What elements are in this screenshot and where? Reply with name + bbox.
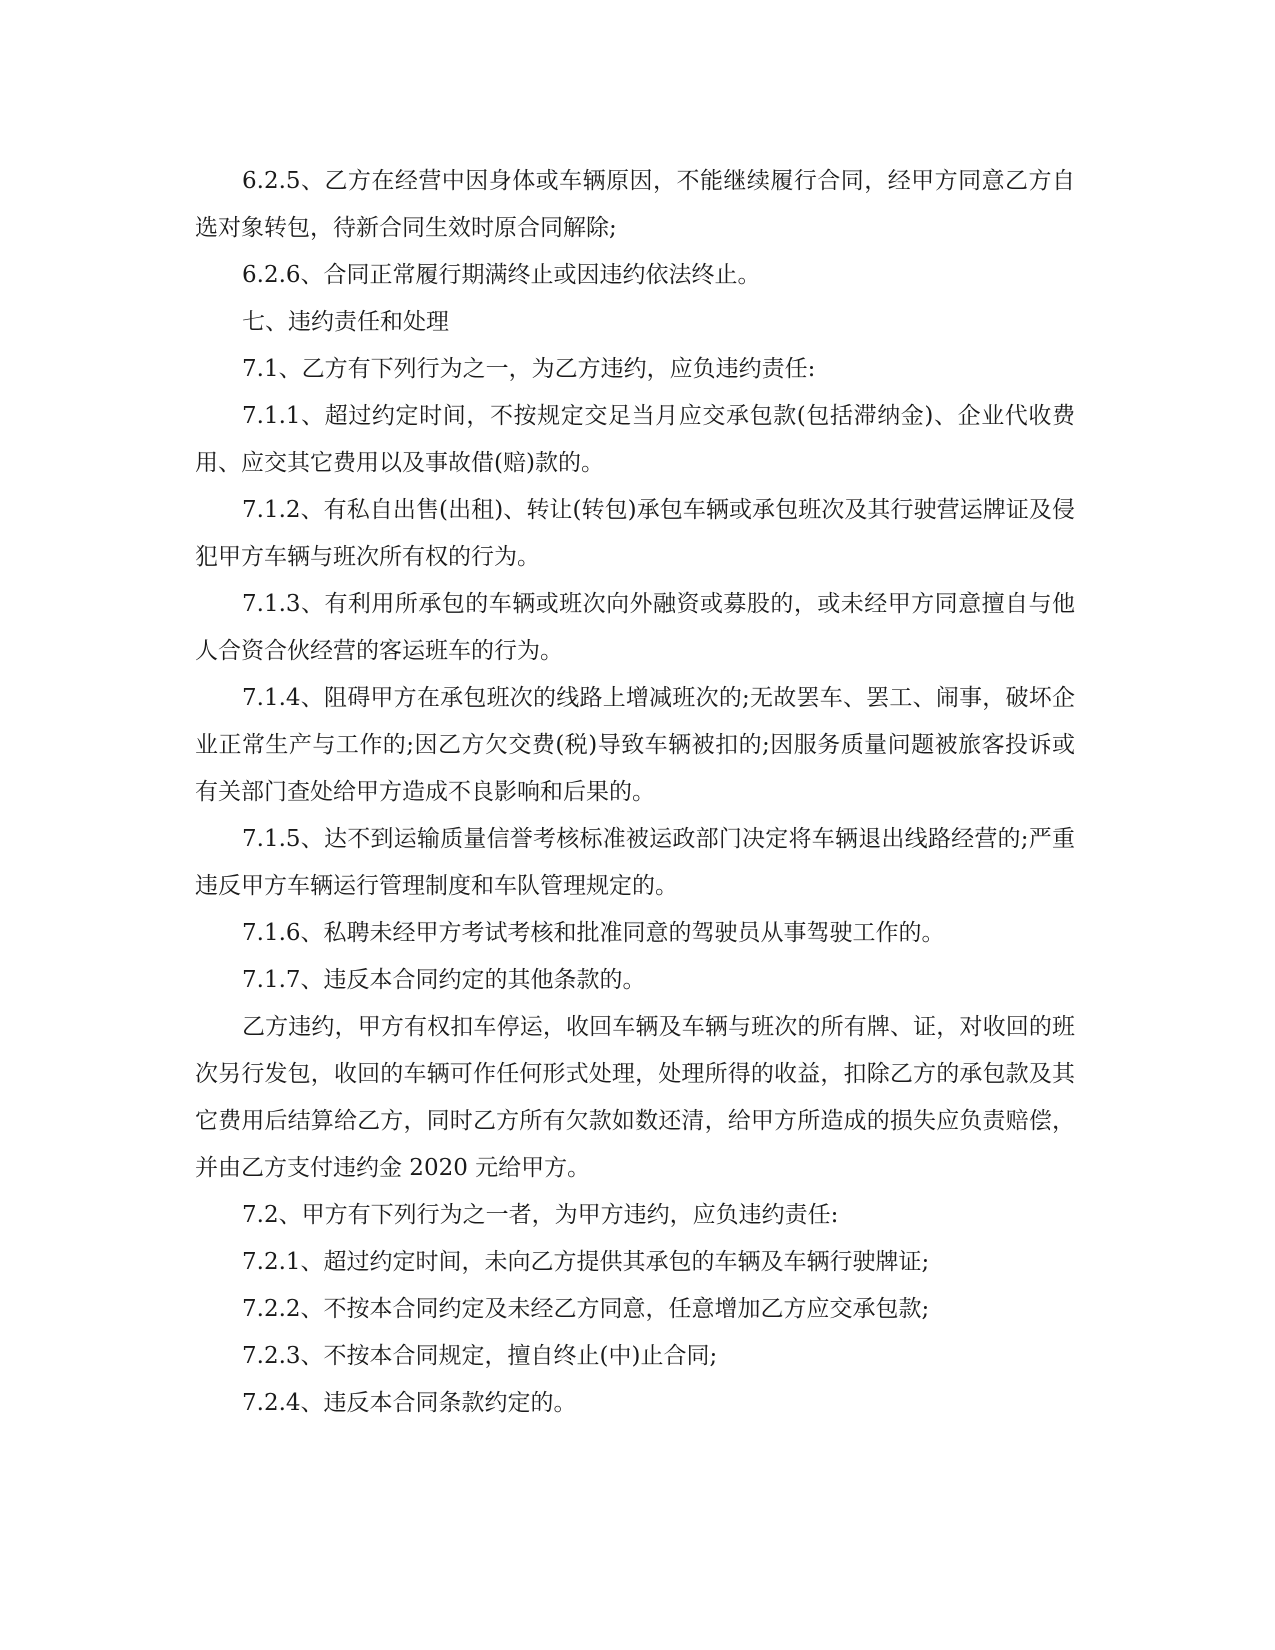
document-body <box>195 158 1075 1427</box>
clause-7-1-3: 7.1.3、有利用所承包的车辆或班次向外融资或募股的，或未经甲方同意擅自与他人合资合伙经营的客运班车的行为。 <box>195 591 1075 664</box>
clause-7-2-1: 7.2.1、超过约定时间，未向乙方提供其承包的车辆及车辆行驶牌证; <box>242 1249 930 1275</box>
clause-7-2-2: 7.2.2、不按本合同约定及未经乙方同意，任意增加乙方应交承包款; <box>242 1296 930 1322</box>
clause-7-1-5: 7.1.5、达不到运输质量信誉考核标准被运政部门决定将车辆退出线路经营的;严重违反甲方车辆运行管理制度和车队管理规定的。 <box>195 826 1075 899</box>
clause-7-1-2: 7.1.2、有私自出售(出租)、转让(转包)承包车辆或承包班次及其行驶营运牌证及侵犯甲方车辆与班次所有权的行为。 <box>195 497 1075 570</box>
clause-7-2-4: 7.2.4、违反本合同条款约定的。 <box>242 1390 577 1416</box>
section-heading-7: 七、违约责任和处理 <box>242 309 449 335</box>
clause-7-2-3: 7.2.3、不按本合同规定，擅自终止(中)止合同; <box>242 1343 718 1369</box>
clause-6-2-6: 6.2.6、合同正常履行期满终止或因违约依法终止。 <box>242 262 761 288</box>
clause-6-2-5: 6.2.5、乙方在经营中因身体或车辆原因，不能继续履行合同，经甲方同意乙方自选对象转包，待新合同生效时原合同解除; <box>195 168 1075 241</box>
clause-7-2: 7.2、甲方有下列行为之一者，为甲方违约，应负违约责任: <box>242 1202 839 1228</box>
clause-7-1-6: 7.1.6、私聘未经甲方考试考核和批准同意的驾驶员从事驾驶工作的。 <box>242 920 945 946</box>
clause-7-1-7: 7.1.7、违反本合同约定的其他条款的。 <box>242 967 646 993</box>
clause-7-1: 7.1、乙方有下列行为之一，为乙方违约，应负违约责任: <box>242 356 816 382</box>
breach-consequence-paragraph: 乙方违约，甲方有权扣车停运，收回车辆及车辆与班次的所有牌、证，对收回的班次另行发包，收回的车辆可作任何形式处理，处理所得的收益，扣除乙方的承包款及其它费用后结算给乙方，同时乙方所有欠款如数还清，给甲方所造成的损失应负责赔偿，并由乙方支付违约金 2020 元给甲方。 <box>195 1014 1075 1181</box>
clause-7-1-4: 7.1.4、阻碍甲方在承包班次的线路上增减班次的;无故罢车、罢工、闹事，破坏企业正常生产与工作的;因乙方欠交费(税)导致车辆被扣的;因服务质量问题被旅客投诉或有关部门查处给甲方造成不良影响和后果的。 <box>195 685 1075 805</box>
clause-7-1-1: 7.1.1、超过约定时间，不按规定交足当月应交承包款(包括滞纳金)、企业代收费用、应交其它费用以及事故借(赔)款的。 <box>195 403 1075 476</box>
